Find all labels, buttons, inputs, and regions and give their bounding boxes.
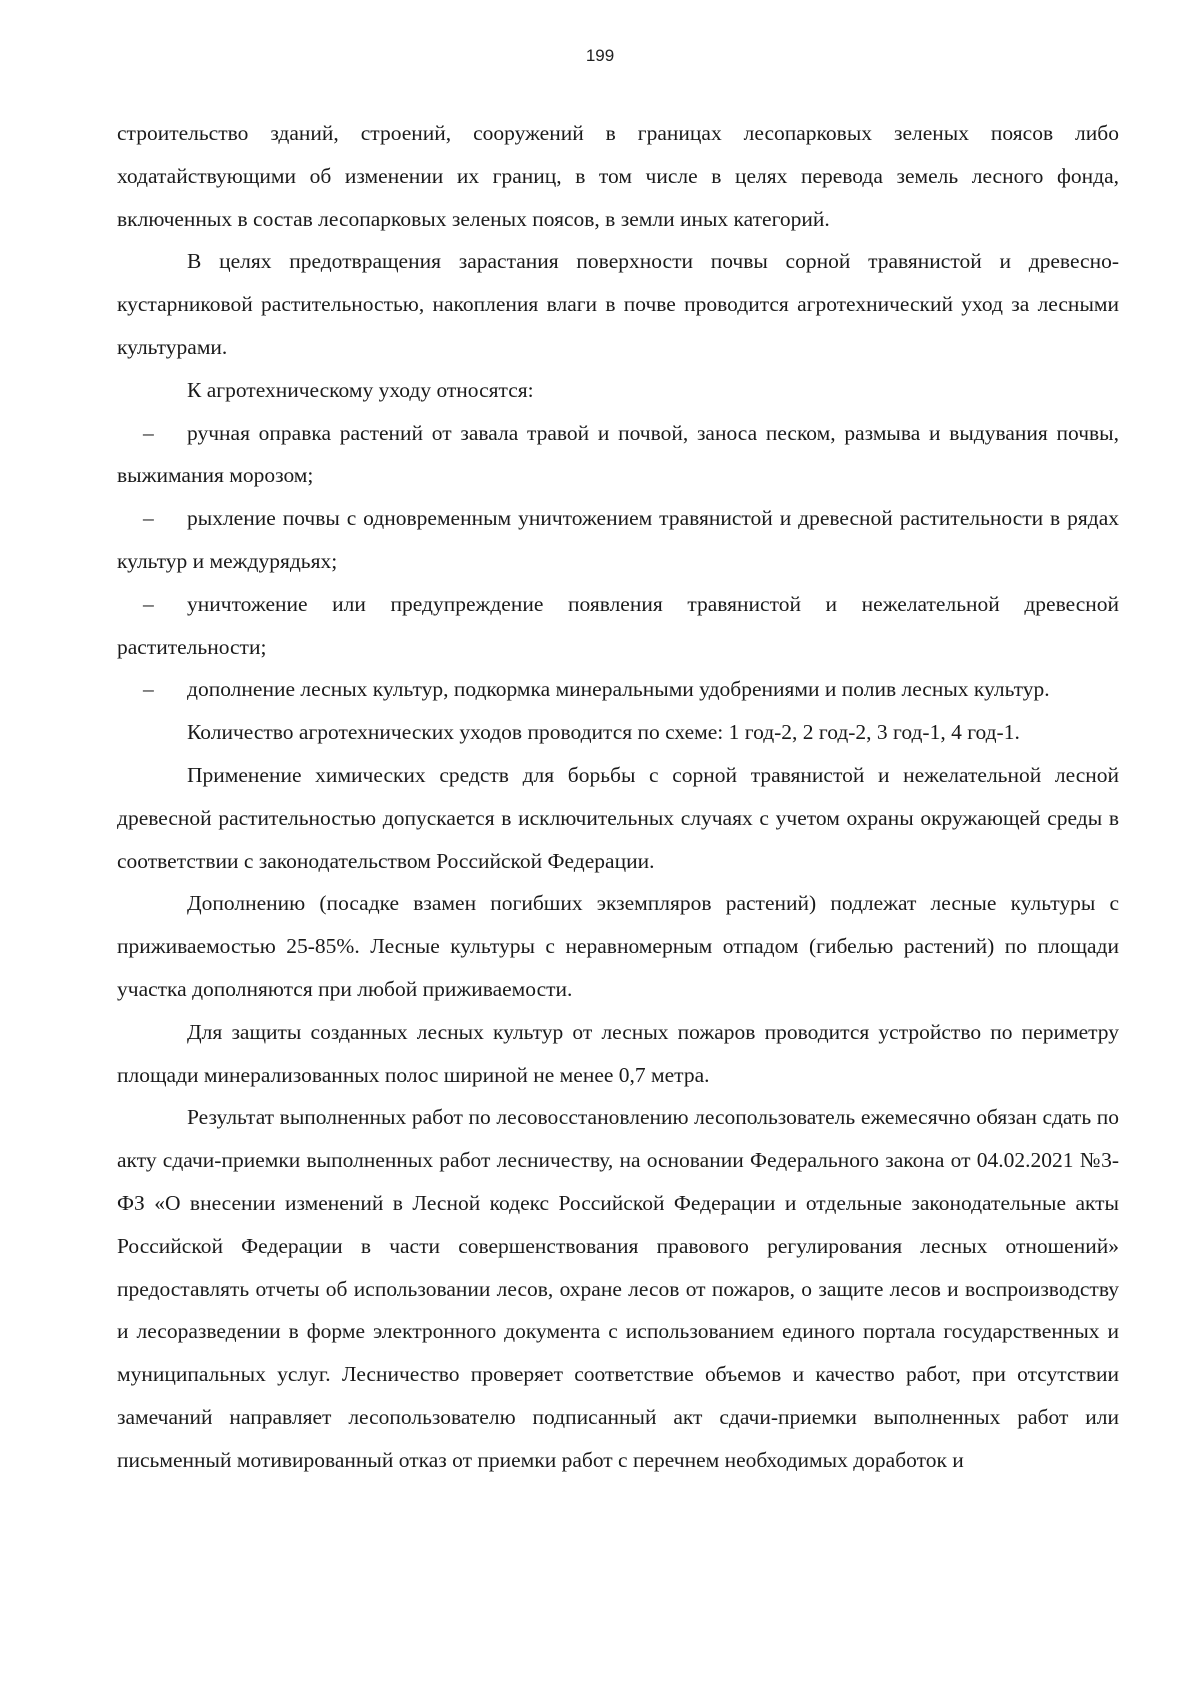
- paragraph-reporting: Результат выполненных работ по лесовосстановлению лесопользователь ежемесячно обязан сдать по акту сдачи-приемки выполненных работ лесничеству, на основании Федерального закона от 04.02.2021 №3-ФЗ «О внесении изменений в Лесной кодекс Российской Федерации и отдельные законодательные акты Российской Федерации в части совершенствования правового регулирования лесных отношений» предоставлять отчеты об использовании лесов, охране лесов от пожаров, о защите лесов и воспроизводству и лесоразведении в форме электронного документа с использованием единого портала государственных и муниципальных услуг. Лесничество проверяет соответствие объемов и качество работ, при отсутствии замечаний направляет лесопользователю подписанный акт сдачи-приемки выполненных работ или письменный мотивированный отказ от приемки работ с перечнем необходимых доработок и: [117, 1105, 1119, 1472]
- page-text: [117, 112, 1119, 1482]
- page-number: 199: [585, 46, 615, 65]
- list-item-text: рыхление почвы с одновременным уничтожением травянистой и древесной растительности в рядах культур и междурядьях;: [117, 506, 1119, 573]
- list-item-text: ручная оправка растений от завала травой и почвой, заноса песком, размыва и выдувания почвы, выжимания морозом;: [117, 420, 1119, 488]
- list-item: [117, 668, 1119, 711]
- paragraph-continuation: строительство зданий, строений, сооружений в границах лесопарковых зеленых поясов либо ходатайствующими об изменении их границ, в том числе в целях перевода земель лесного фонда, включенных в состав лесопарковых зеленых поясов, в земли иных категорий.: [117, 121, 1119, 231]
- list-dash: –: [143, 677, 154, 702]
- list-dash: –: [143, 420, 154, 445]
- paragraph-fire-protection: Для защиты созданных лесных культур от лесных пожаров проводится устройство по периметру площади минерализованных полос шириной не менее 0,7 метра.: [117, 1019, 1119, 1087]
- paragraph-replanting: Дополнению (посадке взамен погибших экземпляров растений) подлежат лесные культуры с приживаемостью 25-85%. Лесные культуры с неравномерным отпадом (гибелью растений) по площади участка дополняются при любой приживаемости.: [117, 891, 1119, 1001]
- list-item-text: уничтожение или предупреждение появления травянистой и нежелательной древесной растительности;: [117, 591, 1119, 659]
- paragraph-weed-prevention: В целях предотвращения зарастания поверхности почвы сорной травянистой и древесно-кустарниковой растительностью, накопления влаги в почве проводится агротехнический уход за лесными культурами.: [117, 249, 1119, 359]
- list-item: [117, 583, 1119, 669]
- list-dash: –: [143, 506, 154, 531]
- paragraph-care-intro: К агротехническому уходу относятся:: [187, 377, 534, 402]
- paragraph-chemicals: Применение химических средств для борьбы с сорной травянистой и нежелательной лесной древесной растительностью допускается в исключительных случаях с учетом охраны окружающей среды в соответствии с законодательством Российской Федерации.: [117, 762, 1119, 873]
- list-dash: –: [143, 591, 154, 616]
- list-item: [117, 497, 1119, 583]
- list-item-text: дополнение лесных культур, подкормка минеральными удобрениями и полив лесных культур.: [187, 677, 1050, 702]
- list-item: [117, 412, 1119, 498]
- paragraph-care-schedule: Количество агротехнических уходов проводится по схеме: 1 год-2, 2 год-2, 3 год-1, 4 год-1.: [187, 720, 1020, 745]
